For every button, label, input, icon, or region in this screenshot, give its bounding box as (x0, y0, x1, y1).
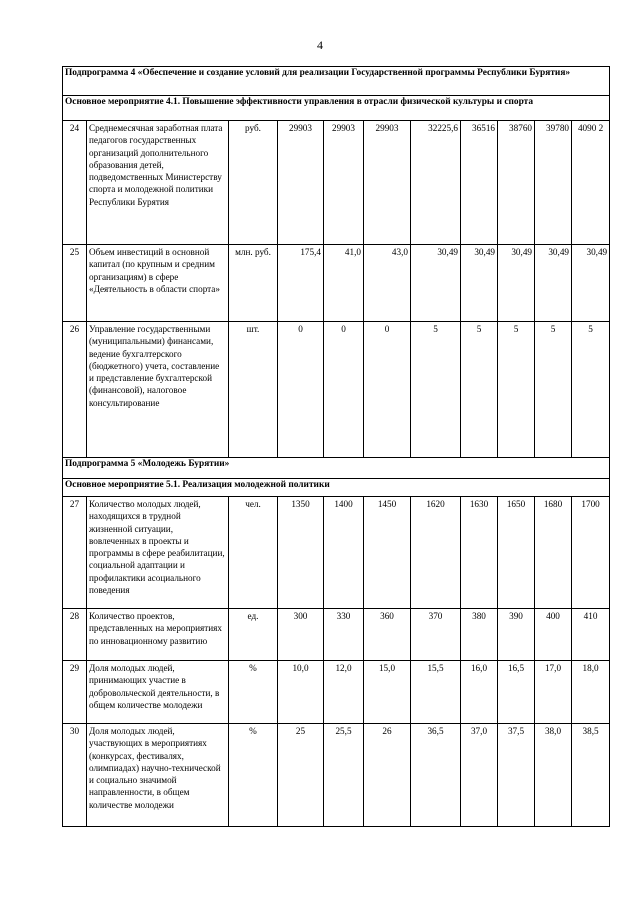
value-cell: 18,0 (572, 661, 610, 724)
row-number: 26 (63, 322, 87, 458)
value-cell: 370 (411, 609, 461, 661)
subprogram-5-title: Подпрограмма 5 «Молодежь Бурятии» (63, 458, 610, 479)
value-cell: 5 (411, 322, 461, 458)
unit-cell: шт. (229, 322, 278, 458)
activity-5-1-title: Основное мероприятие 5.1. Реализация молодежной политики (63, 479, 610, 497)
activity-5-1-row (63, 479, 610, 497)
value-cell: 5 (535, 322, 572, 458)
unit-cell: млн. руб. (229, 245, 278, 322)
activity-4-1-row (63, 96, 610, 121)
indicator-name: Объем инвестиций в основной капитал (по крупным и средним организациям) в сфере «Деятельность в области спорта» (87, 245, 229, 322)
value-cell: 380 (461, 609, 498, 661)
row-number: 25 (63, 245, 87, 322)
value-cell: 30,49 (535, 245, 572, 322)
table-row (63, 609, 610, 661)
indicator-name: Доля молодых людей, принимающих участие в добровольческой деятельности, в общем количестве молодежи (87, 661, 229, 724)
value-cell: 17,0 (535, 661, 572, 724)
value-cell: 37,5 (498, 724, 535, 827)
value-cell: 390 (498, 609, 535, 661)
value-cell: 300 (278, 609, 324, 661)
value-cell: 16,5 (498, 661, 535, 724)
value-cell: 36516 (461, 121, 498, 245)
unit-cell: ед. (229, 609, 278, 661)
value-cell: 41,0 (324, 245, 364, 322)
value-cell: 1680 (535, 497, 572, 609)
value-cell: 1350 (278, 497, 324, 609)
value-cell: 29903 (324, 121, 364, 245)
value-cell: 5 (498, 322, 535, 458)
indicator-name: Количество молодых людей, находящихся в трудной жизненной ситуации, вовлеченных в проекты и программы в сфере реабилитации, социальной адаптации и профилактики асоциального поведения (87, 497, 229, 609)
row-number: 27 (63, 497, 87, 609)
value-cell: 5 (572, 322, 610, 458)
value-cell: 37,0 (461, 724, 498, 827)
table-row (63, 661, 610, 724)
value-cell: 1650 (498, 497, 535, 609)
table-row (63, 497, 610, 609)
value-cell: 5 (461, 322, 498, 458)
value-cell: 16,0 (461, 661, 498, 724)
value-cell: 25 (278, 724, 324, 827)
value-cell: 12,0 (324, 661, 364, 724)
table-row (63, 322, 610, 458)
value-cell: 38,0 (535, 724, 572, 827)
value-cell: 29903 (364, 121, 411, 245)
value-cell: 38760 (498, 121, 535, 245)
indicator-name: Доля молодых людей, участвующих в мероприятиях (конкурсах, фестивалях, олимпиадах) научно-технической и социально значимой направленности, в общем количестве молодежи (87, 724, 229, 827)
value-cell: 15,5 (411, 661, 461, 724)
value-cell: 1400 (324, 497, 364, 609)
value-cell: 0 (278, 322, 324, 458)
value-cell: 1630 (461, 497, 498, 609)
value-cell: 36,5 (411, 724, 461, 827)
subprogram-4-row (63, 67, 610, 96)
indicators-table (62, 66, 610, 827)
value-cell: 26 (364, 724, 411, 827)
value-cell: 0 (364, 322, 411, 458)
table-row (63, 724, 610, 827)
page-number: 4 (317, 38, 323, 52)
activity-4-1-title: Основное мероприятие 4.1. Повышение эффективности управления в отрасли физической культуры и спорта (63, 96, 610, 121)
value-cell: 0 (324, 322, 364, 458)
value-cell: 175,4 (278, 245, 324, 322)
value-cell: 4090 2 (572, 121, 610, 245)
value-cell: 30,49 (498, 245, 535, 322)
unit-cell: чел. (229, 497, 278, 609)
value-cell: 32225,6 (411, 121, 461, 245)
row-number: 29 (63, 661, 87, 724)
value-cell: 410 (572, 609, 610, 661)
value-cell: 1700 (572, 497, 610, 609)
indicator-name: Количество проектов, представленных на мероприятиях по инновационному развитию (87, 609, 229, 661)
unit-cell: руб. (229, 121, 278, 245)
value-cell: 330 (324, 609, 364, 661)
value-cell: 38,5 (572, 724, 610, 827)
value-cell: 30,49 (572, 245, 610, 322)
subprogram-4-title: Подпрограмма 4 «Обеспечение и создание условий для реализации Государственной программы Республики Бурятия» (63, 67, 610, 96)
row-number: 28 (63, 609, 87, 661)
value-cell: 400 (535, 609, 572, 661)
value-cell: 15,0 (364, 661, 411, 724)
unit-cell: % (229, 661, 278, 724)
value-cell: 25,5 (324, 724, 364, 827)
indicator-name: Среднемесячная заработная плата педагогов государственных организаций дополнительного образования детей, подведомственных Министерству спорта и молодежной политики Республики Бурятия (87, 121, 229, 245)
row-number: 30 (63, 724, 87, 827)
indicator-name: Управление государственными (муниципальными) финансами, ведение бухгалтерского (бюджетного) учета, составление и представление бухгалтерской (финансовой), налоговое консультирование (87, 322, 229, 458)
unit-cell: % (229, 724, 278, 827)
value-cell: 1450 (364, 497, 411, 609)
value-cell: 30,49 (411, 245, 461, 322)
value-cell: 29903 (278, 121, 324, 245)
value-cell: 43,0 (364, 245, 411, 322)
subprogram-5-row (63, 458, 610, 479)
value-cell: 1620 (411, 497, 461, 609)
value-cell: 360 (364, 609, 411, 661)
value-cell: 39780 (535, 121, 572, 245)
value-cell: 30,49 (461, 245, 498, 322)
row-number: 24 (63, 121, 87, 245)
value-cell: 10,0 (278, 661, 324, 724)
table-row (63, 121, 610, 245)
table-row (63, 245, 610, 322)
